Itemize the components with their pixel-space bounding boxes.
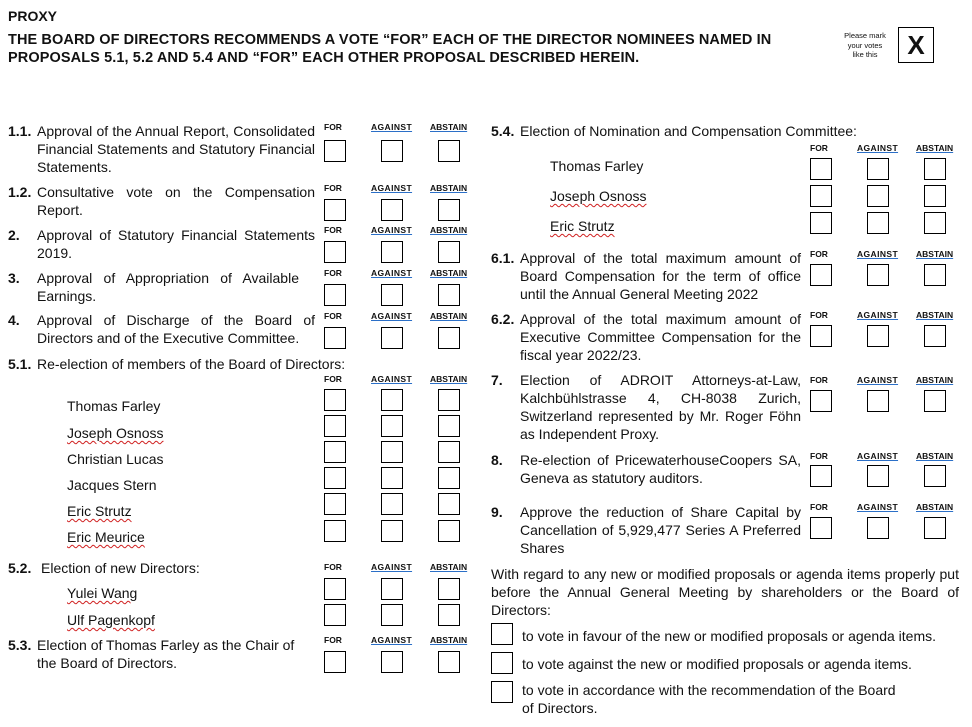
committee-nominee-name: Joseph Osnoss xyxy=(550,188,647,204)
abstain-column-header: ABSTAIN xyxy=(430,268,468,278)
nominee-name: Eric Meurice xyxy=(67,529,145,545)
nominee-name: Eric Strutz xyxy=(67,503,132,519)
proposal-number: 9. xyxy=(491,504,503,520)
against-column-header: AGAINST xyxy=(857,502,899,512)
abstain-vote-checkbox[interactable] xyxy=(438,241,460,263)
proposal-7-text: Election of ADROIT Attorneys-at-Law, Kalchbühlstrasse 4, CH-8038 Zurich, Switzerland represented by Mr. Roger Föhn as Independent Proxy. xyxy=(520,372,801,442)
abstain-column-header: ABSTAIN xyxy=(430,562,468,572)
against-vote-checkbox[interactable] xyxy=(381,389,403,411)
against-column-header: AGAINST xyxy=(371,562,413,572)
for-column-header: FOR xyxy=(810,143,828,153)
against-vote-checkbox[interactable] xyxy=(381,327,403,349)
for-vote-checkbox[interactable] xyxy=(324,389,346,411)
for-column-header: FOR xyxy=(810,249,828,259)
abstain-vote-checkbox[interactable] xyxy=(438,493,460,515)
for-column-header: FOR xyxy=(810,451,828,461)
against-column-header: AGAINST xyxy=(371,122,413,132)
vote-column-headers xyxy=(324,183,474,195)
against-column-header: AGAINST xyxy=(857,451,899,461)
for-vote-checkbox[interactable] xyxy=(810,212,832,234)
proposal-4-text: Approval of Discharge of the Board of Directors and of the Executive Committee. xyxy=(37,312,315,346)
for-vote-checkbox[interactable] xyxy=(324,493,346,515)
against-column-header: AGAINST xyxy=(857,310,899,320)
against-column-header: AGAINST xyxy=(371,268,413,278)
for-column-header: FOR xyxy=(810,502,828,512)
vote-column-headers xyxy=(324,374,474,386)
against-column-header: AGAINST xyxy=(857,375,899,385)
against-column-header: AGAINST xyxy=(857,249,899,259)
for-vote-checkbox[interactable] xyxy=(324,327,346,349)
abstain-vote-checkbox[interactable] xyxy=(924,465,946,487)
abstain-vote-checkbox[interactable] xyxy=(438,284,460,306)
nominee-name: Thomas Farley xyxy=(67,398,161,414)
proposal-number: 6.1. xyxy=(491,250,515,266)
vote-column-headers xyxy=(810,310,960,322)
abstain-vote-checkbox[interactable] xyxy=(438,651,460,673)
proposal-number: 4. xyxy=(8,312,20,328)
against-vote-checkbox[interactable] xyxy=(867,390,889,412)
for-vote-checkbox[interactable] xyxy=(810,465,832,487)
against-vote-checkbox[interactable] xyxy=(381,467,403,489)
mark-instruction: Please mark your votes like this xyxy=(844,31,886,59)
abstain-vote-checkbox[interactable] xyxy=(438,415,460,437)
proposal-5-3-text: Election of Thomas Farley as the Chair of the Board of Directors. xyxy=(37,637,295,671)
against-vote-checkbox[interactable] xyxy=(381,241,403,263)
option-label: to vote in accordance with the recommendation of the Board of Directors. xyxy=(522,682,896,716)
option-label: to vote against the new or modified proposals or agenda items. xyxy=(522,656,912,672)
vote-column-headers xyxy=(810,502,960,514)
nominee-name: Ulf Pagenkopf xyxy=(67,612,155,628)
abstain-column-header: ABSTAIN xyxy=(430,374,468,384)
abstain-column-header: ABSTAIN xyxy=(430,635,468,645)
vote-column-headers xyxy=(810,375,960,387)
abstain-vote-checkbox[interactable] xyxy=(924,517,946,539)
for-column-header: FOR xyxy=(324,122,342,132)
proposal-2-text: Approval of Statutory Financial Statements 2019. xyxy=(37,227,315,261)
abstain-column-header: ABSTAIN xyxy=(430,122,468,132)
for-vote-checkbox[interactable] xyxy=(324,415,346,437)
vote-column-headers xyxy=(324,311,474,323)
against-vote-checkbox[interactable] xyxy=(867,465,889,487)
proposal-number: 5.1. xyxy=(8,356,32,372)
against-vote-checkbox[interactable] xyxy=(381,604,403,626)
for-vote-checkbox[interactable] xyxy=(810,264,832,286)
vote-column-headers xyxy=(324,122,474,134)
abstain-column-header: ABSTAIN xyxy=(430,183,468,193)
for-column-header: FOR xyxy=(810,375,828,385)
abstain-vote-checkbox[interactable] xyxy=(438,578,460,600)
against-vote-checkbox[interactable] xyxy=(381,199,403,221)
committee-nominee-name: Thomas Farley xyxy=(550,158,644,174)
for-column-header: FOR xyxy=(324,268,342,278)
vote-column-headers xyxy=(324,268,474,280)
for-column-header: FOR xyxy=(324,183,342,193)
nominee-name: Christian Lucas xyxy=(67,451,164,467)
proposal-number: 1.1. xyxy=(8,123,32,139)
for-column-header: FOR xyxy=(324,635,342,645)
abstain-column-header: ABSTAIN xyxy=(916,310,954,320)
for-vote-checkbox[interactable] xyxy=(324,241,346,263)
mark-example-box: X xyxy=(898,27,934,63)
abstain-vote-checkbox[interactable] xyxy=(438,199,460,221)
for-vote-checkbox[interactable] xyxy=(324,604,346,626)
against-vote-checkbox[interactable] xyxy=(381,140,403,162)
new-proposals-instruction: With regard to any new or modified proposals or agenda items properly put before the Annual General Meeting by shareholders or the Board of Directors: xyxy=(491,566,959,618)
abstain-column-header: ABSTAIN xyxy=(430,225,468,235)
against-column-header: AGAINST xyxy=(371,225,413,235)
for-vote-checkbox[interactable] xyxy=(324,140,346,162)
abstain-column-header: ABSTAIN xyxy=(916,249,954,259)
proposal-number: 5.3. xyxy=(8,637,32,653)
abstain-vote-checkbox[interactable] xyxy=(924,390,946,412)
against-vote-checkbox[interactable] xyxy=(381,493,403,515)
abstain-vote-checkbox[interactable] xyxy=(438,327,460,349)
for-vote-checkbox[interactable] xyxy=(810,325,832,347)
for-column-header: FOR xyxy=(324,311,342,321)
proposal-number: 6.2. xyxy=(491,311,515,327)
vote-column-headers xyxy=(324,225,474,237)
proposal-5-4-text: Election of Nomination and Compensation Committee: xyxy=(520,123,857,139)
option-vote-against-checkbox[interactable] xyxy=(491,652,513,674)
for-vote-checkbox[interactable] xyxy=(324,199,346,221)
against-vote-checkbox[interactable] xyxy=(867,185,889,207)
proposal-number: 2. xyxy=(8,227,20,243)
proposal-6-2-text: Approval of the total maximum amount of Executive Committee Compensation for the fiscal year 2022/23. xyxy=(520,311,801,363)
proposal-number: 1.2. xyxy=(8,184,32,200)
for-vote-checkbox[interactable] xyxy=(324,467,346,489)
nominee-name: Jacques Stern xyxy=(67,477,157,493)
against-vote-checkbox[interactable] xyxy=(867,264,889,286)
vote-column-headers xyxy=(324,635,474,647)
proposal-8-text: Re-election of PricewaterhouseCoopers SA, Geneva as statutory auditors. xyxy=(520,452,801,486)
abstain-vote-checkbox[interactable] xyxy=(924,185,946,207)
nominee-name: Joseph Osnoss xyxy=(67,425,164,441)
against-column-header: AGAINST xyxy=(371,374,413,384)
for-vote-checkbox[interactable] xyxy=(810,390,832,412)
for-vote-checkbox[interactable] xyxy=(810,517,832,539)
abstain-vote-checkbox[interactable] xyxy=(438,140,460,162)
proposal-1-2-text: Consultative vote on the Compensation Report. xyxy=(37,184,315,218)
abstain-vote-checkbox[interactable] xyxy=(924,158,946,180)
abstain-column-header: ABSTAIN xyxy=(916,375,954,385)
against-vote-checkbox[interactable] xyxy=(867,325,889,347)
abstain-column-header: ABSTAIN xyxy=(916,502,954,512)
abstain-vote-checkbox[interactable] xyxy=(924,264,946,286)
abstain-column-header: ABSTAIN xyxy=(916,451,954,461)
option-vote-favour-checkbox[interactable] xyxy=(491,623,513,645)
proposal-1-1-text: Approval of the Annual Report, Consolidated Financial Statements and Statutory Financial Statements. xyxy=(37,123,315,175)
against-column-header: AGAINST xyxy=(371,311,413,321)
abstain-vote-checkbox[interactable] xyxy=(438,441,460,463)
for-vote-checkbox[interactable] xyxy=(810,158,832,180)
against-vote-checkbox[interactable] xyxy=(381,520,403,542)
against-vote-checkbox[interactable] xyxy=(381,284,403,306)
against-vote-checkbox[interactable] xyxy=(381,415,403,437)
against-column-header: AGAINST xyxy=(371,183,413,193)
nominee-name: Yulei Wang xyxy=(67,585,138,601)
for-vote-checkbox[interactable] xyxy=(324,520,346,542)
vote-column-headers xyxy=(810,143,960,155)
against-vote-checkbox[interactable] xyxy=(867,212,889,234)
for-column-header: FOR xyxy=(324,562,342,572)
vote-column-headers xyxy=(810,249,960,261)
abstain-vote-checkbox[interactable] xyxy=(438,520,460,542)
against-vote-checkbox[interactable] xyxy=(867,517,889,539)
abstain-column-header: ABSTAIN xyxy=(430,311,468,321)
against-column-header: AGAINST xyxy=(371,635,413,645)
abstain-column-header: ABSTAIN xyxy=(916,143,954,153)
option-label: to vote in favour of the new or modified proposals or agenda items. xyxy=(522,628,937,644)
for-vote-checkbox[interactable] xyxy=(324,651,346,673)
vote-column-headers xyxy=(324,562,474,574)
against-vote-checkbox[interactable] xyxy=(381,578,403,600)
option-vote-board-checkbox[interactable] xyxy=(491,681,513,703)
abstain-vote-checkbox[interactable] xyxy=(438,389,460,411)
against-vote-checkbox[interactable] xyxy=(381,651,403,673)
proposal-5-1-text: Re-election of members of the Board of Directors: xyxy=(37,356,346,372)
proposal-6-1-text: Approval of the total maximum amount of Board Compensation for the term of office until the Annual General Meeting 2022 xyxy=(520,250,801,302)
for-column-header: FOR xyxy=(324,374,342,384)
proposal-5-2-text: Election of new Directors: xyxy=(41,560,200,576)
abstain-vote-checkbox[interactable] xyxy=(924,212,946,234)
against-column-header: AGAINST xyxy=(857,143,899,153)
for-vote-checkbox[interactable] xyxy=(324,284,346,306)
for-vote-checkbox[interactable] xyxy=(810,185,832,207)
vote-column-headers xyxy=(810,451,960,463)
form-title: PROXY xyxy=(8,8,58,24)
for-vote-checkbox[interactable] xyxy=(324,441,346,463)
proposal-number: 7. xyxy=(491,372,503,388)
for-vote-checkbox[interactable] xyxy=(324,578,346,600)
proposal-3-text: Approval of Appropriation of Available Earnings. xyxy=(37,270,299,304)
against-vote-checkbox[interactable] xyxy=(867,158,889,180)
proposal-9-text: Approve the reduction of Share Capital by Cancellation of 5,929,477 Series A Preferred Shares xyxy=(520,504,801,556)
abstain-vote-checkbox[interactable] xyxy=(924,325,946,347)
proposal-number: 3. xyxy=(8,270,20,286)
abstain-vote-checkbox[interactable] xyxy=(438,467,460,489)
abstain-vote-checkbox[interactable] xyxy=(438,604,460,626)
proposal-number: 8. xyxy=(491,452,503,468)
proposal-number: 5.2. xyxy=(8,560,32,576)
for-column-header: FOR xyxy=(810,310,828,320)
proposal-number: 5.4. xyxy=(491,123,515,139)
committee-nominee-name: Eric Strutz xyxy=(550,218,615,234)
for-column-header: FOR xyxy=(324,225,342,235)
against-vote-checkbox[interactable] xyxy=(381,441,403,463)
board-recommendation: THE BOARD OF DIRECTORS RECOMMENDS A VOTE “FOR” EACH OF THE DIRECTOR NOMINEES NAMED IN PROPOSALS 5.1, 5.2 AND 5.4 AND “FOR” EACH OTHER PROPOSAL DESCRIBED HEREIN. xyxy=(8,32,772,66)
